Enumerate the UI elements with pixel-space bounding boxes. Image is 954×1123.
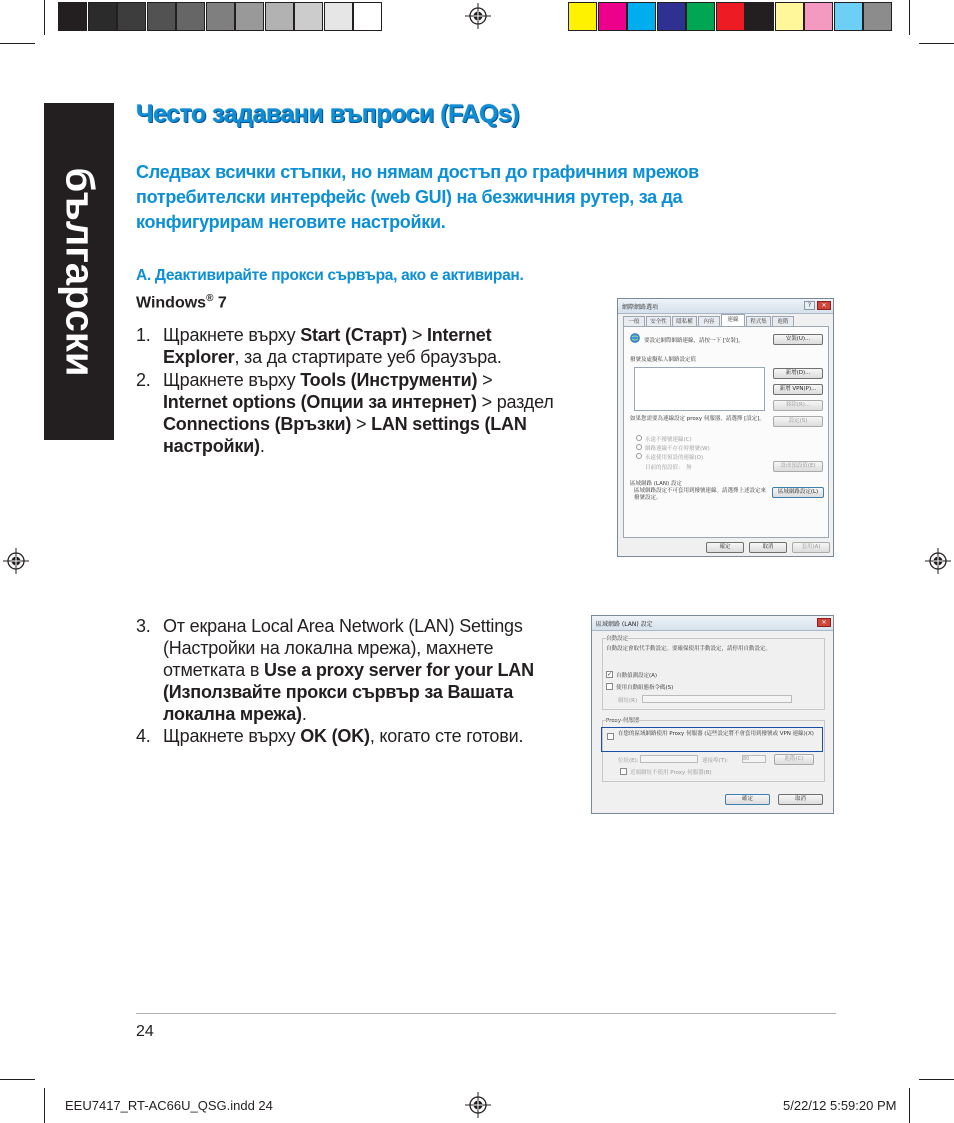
faq-question: Следвах всички стъпки, но нямам достъп до графичния мрежов потребителски интерфейс (web GUI) на безжичния рутер, за да конфигурирам неговите настройки. — [136, 162, 699, 232]
color-swatch — [294, 2, 323, 31]
page-number: 24 — [136, 1023, 154, 1040]
tab-programs[interactable]: 程式集 — [746, 316, 771, 326]
registration-mark-icon — [465, 3, 491, 29]
set-default-button[interactable]: 設成預設值(E) — [773, 461, 823, 472]
setup-text: 要設定網際網路連線，請按一下 [安裝]。 — [644, 338, 744, 344]
step-4: 4. Щракнете върху OK (OK), когато сте готови. — [136, 726, 524, 746]
proxy-port-label: 連接埠(T): — [702, 758, 729, 764]
help-icon[interactable]: ? — [804, 301, 815, 310]
radio-dial-when-absent[interactable] — [636, 444, 642, 450]
connections-panel — [623, 326, 829, 538]
crop-mark — [919, 43, 954, 44]
radio-always-dial[interactable] — [636, 453, 642, 459]
color-swatch — [627, 2, 656, 31]
use-proxy-checkbox[interactable] — [607, 733, 614, 740]
address-label: 網址(R) — [618, 698, 638, 704]
color-swatch — [265, 2, 294, 31]
close-icon[interactable]: ✕ — [817, 618, 831, 627]
color-swatch — [775, 2, 804, 31]
tab-security[interactable]: 安全性 — [646, 316, 671, 326]
radio-never-dial-label: 永遠不撥號連線(C) — [645, 437, 692, 443]
internet-options-dialog — [617, 298, 834, 557]
crop-mark — [0, 1079, 35, 1080]
cancel-button[interactable]: 取消 — [749, 542, 787, 553]
color-swatch — [206, 2, 235, 31]
print-slug-date: 5/22/12 5:59:20 PM — [783, 1098, 897, 1113]
radio-always-dial-label: 永遠使用預設的連線(O) — [645, 455, 704, 461]
dialog-titlebar — [592, 616, 833, 631]
crop-mark — [909, 1088, 910, 1123]
globe-icon — [630, 333, 640, 343]
current-default-label: 目前的預設值： — [645, 465, 684, 471]
step-2: 2. Щракнете върху Tools (Инструменти) > Internet options (Опции за интернет) > раздел Connections (Връзки) > LAN settings (LAN настройки). — [136, 370, 554, 456]
step-1: 1. Щракнете върху Start (Старт) > Internet Explorer, за да стартирате уеб браузъра. — [136, 325, 502, 367]
ok-button[interactable]: 確定 — [706, 542, 744, 553]
dialup-label: 撥號及虛擬私人網路設定值 — [630, 357, 697, 363]
close-icon[interactable]: ✕ — [817, 301, 831, 310]
color-swatch — [863, 2, 892, 31]
ok-button[interactable]: 確定 — [725, 794, 770, 805]
print-slug-file: EEU7417_RT-AC66U_QSG.indd 24 — [65, 1098, 273, 1113]
registration-mark-icon — [3, 548, 29, 574]
current-default-value: 無 — [686, 465, 692, 471]
lan-settings-label: 區域網路 (LAN) 設定 — [630, 481, 682, 487]
add-button[interactable]: 新增(D)... — [773, 368, 823, 379]
color-swatch — [88, 2, 117, 31]
use-script-label: 使用自動組態指令碼(S) — [616, 685, 674, 691]
port-value: 80 — [743, 756, 750, 762]
crop-mark — [44, 0, 45, 35]
use-script-checkbox[interactable] — [606, 683, 613, 690]
proxy-port-input[interactable] — [742, 755, 766, 763]
color-swatch — [324, 2, 353, 31]
color-swatch — [745, 2, 774, 31]
connections-list[interactable] — [634, 367, 765, 411]
crop-mark — [44, 1088, 45, 1123]
proxy-address-input[interactable] — [640, 755, 698, 763]
auto-detect-label: 自動偵測設定(A) — [616, 673, 658, 679]
language-side-tab — [44, 103, 114, 440]
tab-connections[interactable]: 連線 — [721, 314, 745, 326]
lan-settings-text: 區域網路設定不可套用到撥號連線。請選擇上述設定來撥號設定。 — [634, 488, 767, 501]
remove-button[interactable]: 移除(R)... — [773, 400, 823, 411]
radio-never-dial[interactable] — [636, 435, 642, 441]
color-swatch — [117, 2, 146, 31]
bypass-local-checkbox[interactable] — [620, 768, 627, 775]
radio-dial-when-absent-label: 網路連線不存在時撥號(W) — [645, 446, 710, 452]
auto-config-text: 自動設定會取代手動設定。要確保使用手動設定，請停用自動設定。 — [606, 646, 772, 652]
proxy-settings-text: 如果您需要為連線設定 proxy 伺服器，請選擇 [設定]。 — [630, 416, 765, 422]
color-swatch — [147, 2, 176, 31]
lan-settings-button[interactable]: 區域網路設定(L) — [772, 487, 824, 498]
color-swatch — [804, 2, 833, 31]
step-3: 3. От екрана Local Area Network (LAN) Settings (Настройки на локална мрежа), махнете отметката в Use a proxy server for your LAN (Използвайте прокси сървър за Вашата локална мрежа). — [136, 616, 534, 724]
registration-mark-icon — [465, 1092, 491, 1118]
dialog-titlebar — [618, 299, 833, 314]
auto-config-label: 自動設定 — [606, 636, 629, 642]
tab-content[interactable]: 內容 — [698, 316, 720, 326]
step-a-heading: A. Деактивирайте прокси сървъра, ако е активиран. — [136, 267, 524, 284]
apply-button[interactable]: 套用(A) — [792, 542, 830, 553]
crop-mark — [919, 1079, 954, 1080]
color-swatch — [353, 2, 382, 31]
setup-button[interactable]: 安裝(U)... — [773, 334, 823, 345]
bypass-local-label: 近端網址不使用 Proxy 伺服器(B) — [630, 770, 712, 776]
color-swatch — [568, 2, 597, 31]
auto-detect-checkbox[interactable]: ✓ — [607, 671, 613, 678]
page-title: Често задавани въпроси (FAQs) — [136, 100, 520, 128]
script-address-input[interactable] — [642, 695, 792, 703]
registration-mark-icon — [925, 548, 951, 574]
proxy-server-label: Proxy 伺服器 — [606, 718, 640, 724]
color-swatch — [834, 2, 863, 31]
add-vpn-button[interactable]: 新增 VPN(P)... — [773, 384, 823, 395]
footer-rule — [136, 1013, 836, 1014]
settings-button[interactable]: 設定(S) — [773, 416, 823, 427]
crop-mark — [909, 0, 910, 35]
tab-general[interactable]: 一般 — [623, 316, 645, 326]
tab-advanced[interactable]: 進階 — [772, 316, 794, 326]
advanced-button[interactable]: 進階(C) — [774, 754, 814, 765]
dialog-title: 區域網路 (LAN) 設定 — [596, 621, 653, 628]
windows-version: Windows® 7 — [136, 293, 227, 312]
color-swatch — [598, 2, 627, 31]
color-swatch — [686, 2, 715, 31]
color-swatch — [657, 2, 686, 31]
language-label: български — [57, 167, 102, 376]
use-proxy-label: 在您的區域網路使用 Proxy 伺服器 (這些設定將不會套用到撥號或 VPN 連線)(X) — [618, 731, 814, 737]
cancel-button[interactable]: 取消 — [778, 794, 823, 805]
proxy-address-label: 位址(E): — [618, 758, 639, 764]
color-swatch — [716, 2, 745, 31]
color-swatch — [58, 2, 87, 31]
crop-mark — [0, 43, 35, 44]
tab-privacy[interactable]: 隱私權 — [672, 316, 697, 326]
dialog-title: 網際網路選項 — [622, 304, 659, 311]
lan-settings-dialog — [591, 615, 834, 814]
color-swatch — [235, 2, 264, 31]
color-swatch — [176, 2, 205, 31]
